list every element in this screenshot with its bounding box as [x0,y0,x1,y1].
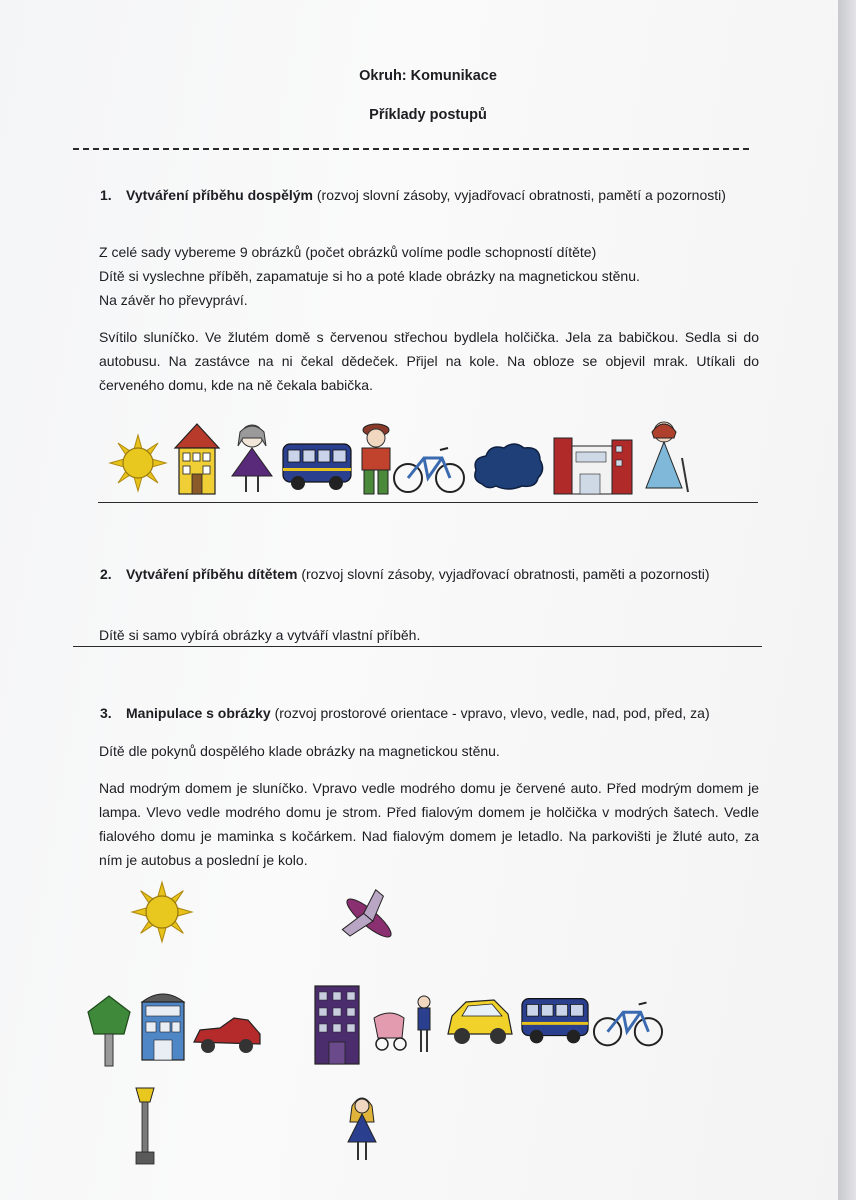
section-1-heading [100,183,760,207]
instruction-line: Na závěr ho převypráví. [99,292,248,308]
page-title: Okruh: Komunikace [359,68,497,84]
mother-with-pram-picture [370,994,438,1056]
girl-picture [228,420,276,498]
section-3-instruction: Dítě dle pokynů dospělého klade obrázky na magnetickou stěnu. [99,743,500,759]
dashed-divider [73,148,749,150]
girl-in-blue-dress-picture [344,1092,380,1164]
section-number: 2. [100,566,112,582]
section-note: (rozvoj prostorové orientace - vpravo, vlevo, vedle, nad, pod, před, za) [274,705,710,721]
instruction-line: Z celé sady vybereme 9 obrázků (počet obrázků volíme podle schopností dítěte) [99,244,597,260]
bicycle-picture [392,440,466,496]
instruction-line: Dítě si vyslechne příběh, zapamatuje si ho a poté klade obrázky na magnetickou stěnu. [99,268,640,284]
section-title: Vytváření příběhu dítětem [126,566,298,582]
section-1-rule [98,502,758,503]
section-3-heading [100,701,760,725]
grandmother-picture [638,418,694,496]
bus-picture [520,992,590,1048]
bus-picture [281,438,353,494]
section-2-heading [100,562,760,586]
sun-picture [130,880,194,944]
yellow-house-picture [172,422,222,496]
lamp-picture [130,1086,160,1166]
section-2-text: Dítě si samo vybírá obrázky a vytváří vlastní příběh. [99,627,421,643]
sun-picture [108,433,168,493]
section-2-rule [73,646,762,647]
section-title: Manipulace s obrázky [126,705,271,721]
purple-house-picture [313,984,361,1066]
blue-house-picture [138,988,188,1062]
section-number: 1. [100,187,112,203]
yellow-car-picture [444,994,516,1050]
bicycle-picture [592,994,664,1050]
tree-picture [84,994,134,1068]
background-edge [838,0,856,1200]
section-title: Vytváření příběhu dospělým [126,187,313,203]
section-1-instructions [99,240,759,312]
section-3-story: Nad modrým domem je sluníčko. Vpravo vedle modrého domu je červené auto. Před modrým domem je lampa. Vlevo vedle modrého domu je strom. Před fialovým domem je holčička v modrých šatech. Vedle fialového domu je maminka s kočárkem. Nad fialovým domem je letadlo. Na parkovišti je žluté auto, za ním je autobus a poslední je kolo. [99,780,759,868]
section-number: 3. [100,705,112,721]
page-subtitle: Příklady postupů [369,107,487,123]
airplane-picture [336,886,402,950]
red-house-picture [552,436,634,496]
section-note: (rozvoj slovní zásoby, vyjadřovací obratnosti, pamětí a pozornosti) [316,187,726,203]
cloud-picture [470,440,546,492]
section-note: (rozvoj slovní zásoby, vyjadřovací obratnosti, paměti a pozornosti) [301,566,710,582]
red-car-picture [190,1012,264,1056]
section-1-story: Svítilo sluníčko. Ve žlutém domě s červenou střechou bydlela holčička. Jela za babičkou. Sedla si do autobusu. Na zastávce na ni čekal dědeček. Přijel na kole. Na obloze se objevil mrak. Utíkali do červeného domu, kde na ně čekala babička. [99,329,759,393]
